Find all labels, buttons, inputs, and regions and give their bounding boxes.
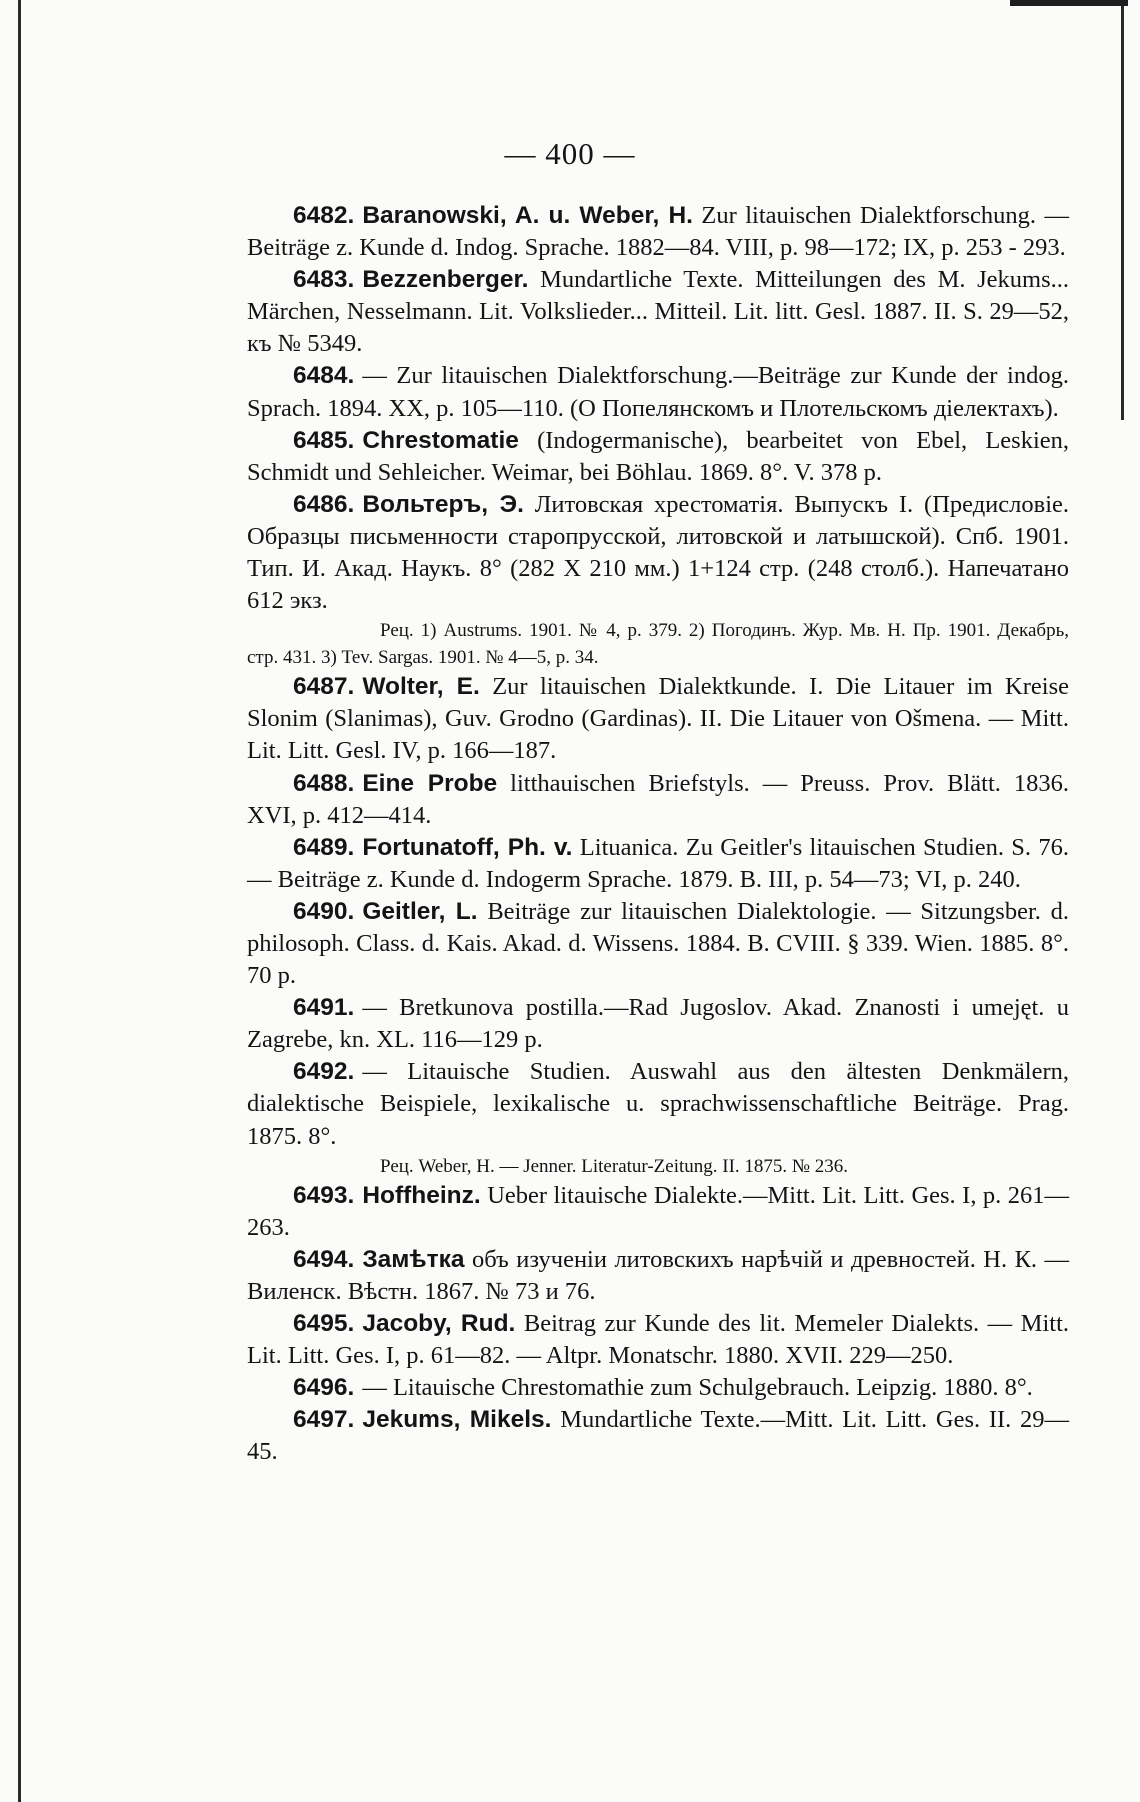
- review-6486: Рец. 1) Austrums. 1901. № 4, p. 379. 2) Погодинъ. Жур. Мв. Н. Пр. 1901. Декабрь, стр. 431. 3) Tev. Sargas. 1901. № 4—5, p. 34.: [247, 620, 1069, 669]
- entry-6484: 6484. — Zur litauischen Dialektforschung.—Beiträge zur Kunde der indog. Sprach. 1894. XX, p. 105—110. (О Попелянскомъ и Плотельскомъ діелектахъ).: [247, 362, 1069, 422]
- entry-6490: 6490. Geitler, L. Beiträge zur litauischen Dialektologie. — Sitzungsber. d. philosoph. Class. d. Kais. Akad. d. Wissens. 1884. B. CVIII. § 339. Wien. 1885. 8°. 70 p.: [247, 897, 1070, 990]
- review-6492: Рец. Weber, H. — Jenner. Literatur-Zeitung. II. 1875. № 236.: [380, 1155, 849, 1177]
- entry-6482: 6482. Baranowski, A. u. Weber, H. Zur litauischen Dialektforschung. — Beiträge z. Kunde d. Indog. Sprache. 1882—84. VIII, p. 98—172; IX, p. 253 - 293.: [247, 202, 1070, 262]
- entry-6496: 6496. — Litauische Chrestomathie zum Schulgebrauch. Leipzig. 1880. 8°.: [293, 1374, 1033, 1402]
- scan-right-edge: [1121, 0, 1124, 420]
- entry-6487: 6487. Wolter, E. Zur litauischen Dialektkunde. I. Die Litauer im Kreise Slonim (Slanimas), Guv. Grodno (Gardinas). II. Die Litauer von Ošmena. — Mitt. Lit. Litt. Gesl. IV, p. 166—187.: [247, 673, 1069, 765]
- bibliography-entries: [247, 200, 1069, 1468]
- page-number: — 400 —: [504, 136, 636, 171]
- scan-top-mark: [1010, 0, 1128, 6]
- entry-6494: 6494. Замѣтка объ изученіи литовскихъ нарѣчій и древностей. Н. К. — Виленск. Вѣстн. 1867. № 73 и 76.: [247, 1245, 1069, 1305]
- entry-6489: 6489. Fortunatoff, Ph. v. Lituanica. Zu Geitler's litauischen Studien. S. 76. — Beiträge z. Kunde d. Indogerm Sprache. 1879. B. III, p. 54—73; VI, p. 240.: [247, 833, 1070, 893]
- entry-6483: 6483. Bezzenberger. Mundartliche Texte. Mitteilungen des M. Jekums... Märchen, Nesselmann. Lit. Volkslieder... Mitteil. Lit. litt. Gesl. 1887. II. S. 29—52, къ № 5349.: [247, 266, 1069, 358]
- entry-6493: 6493. Hoffheinz. Ueber litauische Dialekte.—Mitt. Lit. Litt. Ges. I, p. 261—263.: [247, 1181, 1070, 1241]
- entry-6492: 6492. — Litauische Studien. Auswahl aus den ältesten Denkmälern, dialektische Beispiele, lexikalische u. sprachwissenschaftliche Beiträge. Prag. 1875. 8°.: [247, 1058, 1069, 1150]
- entry-6488: 6488. Eine Probe litthauischen Briefstyls. — Preuss. Prov. Blätt. 1836. XVI, p. 412—414.: [247, 769, 1070, 829]
- entry-6486: 6486. Вольтеръ, Э. Литовская хрестоматія. Выпускъ I. (Предисловіе. Образцы письменности старопрусской, литовской и латышской). Спб. 1901. Тип. И. Акад. Наукъ. 8° (282 X 210 мм.) 1+124 стр. (248 столб.). Напечатано 612 экз.: [247, 490, 1069, 615]
- entry-6485: 6485. Chrestomatie (Indogermanische), bearbeitet von Ebel, Leskien, Schmidt und Sehleicher. Weimar, bei Böhlau. 1869. 8°. V. 378 p.: [247, 426, 1069, 486]
- scan-left-edge: [18, 0, 21, 1802]
- entry-6495: 6495. Jacoby, Rud. Beitrag zur Kunde des lit. Memeler Dialekts. — Mitt. Lit. Litt. Ges. I, p. 61—82. — Altpr. Monatschr. 1880. XVII. 229—250.: [247, 1310, 1070, 1370]
- entry-6497: 6497. Jekums, Mikels. Mundartliche Texte.—Mitt. Lit. Litt. Ges. II. 29—45.: [247, 1406, 1069, 1466]
- entry-6491: 6491. — Bretkunova postilla.—Rad Jugoslov. Akad. Znanosti i umejęt. u Zagrebe, kn. XL. 116—129 p.: [247, 994, 1069, 1054]
